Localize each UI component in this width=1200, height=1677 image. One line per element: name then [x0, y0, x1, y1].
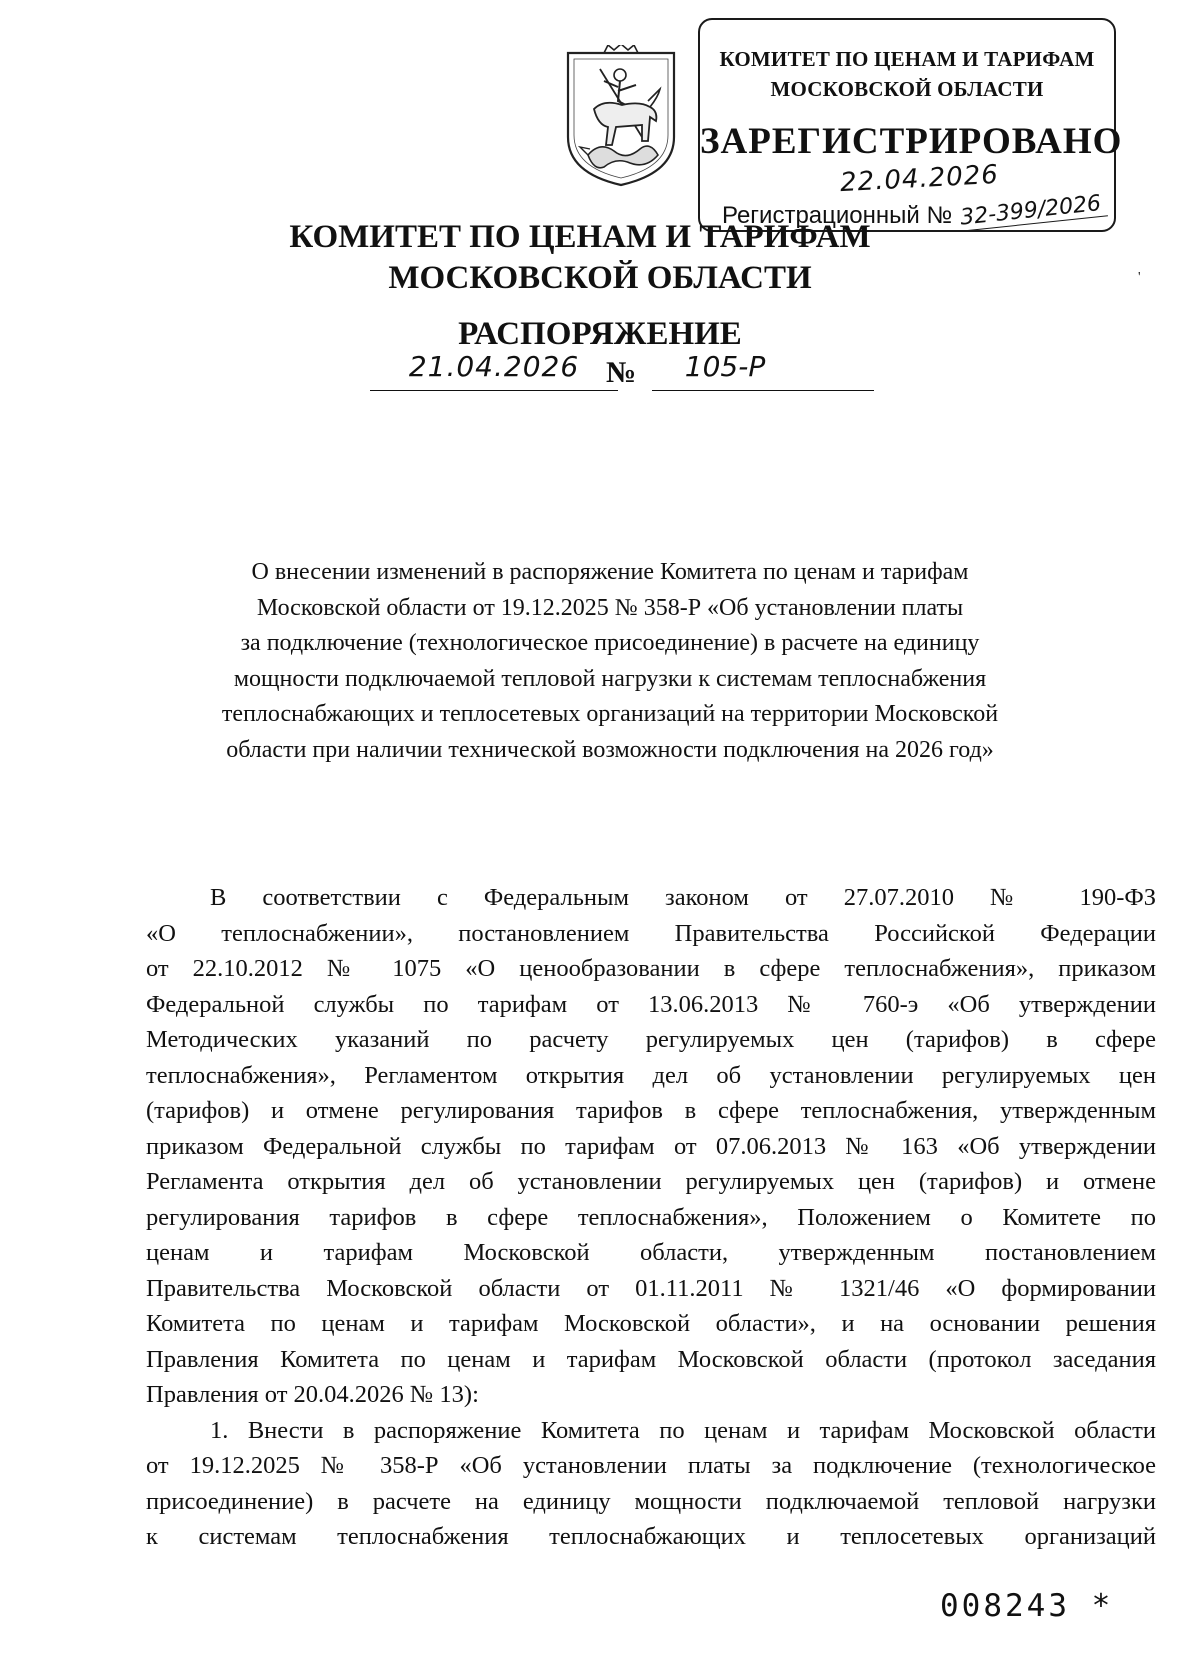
title-line: теплоснабжающих и теплосетевых организаций на территории Московской	[221, 701, 999, 727]
body-line: приказом Федеральной службы по тарифам от 07.06.2013 № 163 «Об утверждении	[146, 1132, 1156, 1160]
body-line: 1. Внести в распоряжение Комитета по ценам и тарифам Московской области	[210, 1416, 1156, 1444]
stamp-org-line1: КОМИТЕТ ПО ЦЕНАМ И ТАРИФАМ	[719, 47, 1095, 71]
document-date: 21.04.2026	[408, 350, 580, 383]
title-line: области при наличии технической возможности подключения на 2026 год»	[226, 736, 994, 763]
body-line: ценам и тарифам Московской области, утвержденным постановлением	[146, 1239, 1156, 1266]
title-line: О внесении изменений в распоряжение Комитета по ценам и тарифам	[251, 559, 969, 585]
stamp-regnum-value: 32-399/2026	[959, 190, 1108, 231]
title-line: мощности подключаемой тепловой нагрузки к системам теплоснабжения	[233, 665, 987, 692]
title-line: Московской области от 19.12.2025 № 358-Р «Об установлении платы	[256, 594, 964, 621]
stamp-status: ЗАРЕГИСТРИРОВАНО	[700, 121, 1123, 162]
number-sign: №	[606, 356, 637, 389]
body-line: к системам теплоснабжения теплоснабжающих и теплосетевых организаций	[146, 1523, 1156, 1550]
body-line: присоединение) в расчете на единицу мощности подключаемой тепловой нагрузки	[146, 1487, 1156, 1515]
scan-speck: '	[1138, 270, 1141, 285]
body-line: от 19.12.2025 № 358-Р «Об установлении платы за подключение (технологическое	[146, 1452, 1156, 1479]
committee-name-line1: КОМИТЕТ ПО ЦЕНАМ И ТАРИФАМ	[289, 219, 871, 255]
registration-stamp	[698, 18, 1123, 232]
stamp-regnum-label: Регистрационный №	[722, 202, 953, 229]
body-line: (тарифов) и отмене регулирования тарифов в сфере теплоснабжения, утвержденным	[146, 1097, 1156, 1124]
document-body	[146, 880, 1156, 1555]
body-line: Правления Комитета по ценам и тарифам Московской области (протокол заседания	[146, 1345, 1156, 1373]
document-title	[150, 555, 1070, 768]
body-line: «О теплоснабжении», постановлением Правительства Российской Федерации	[146, 919, 1156, 947]
document-type: РАСПОРЯЖЕНИЕ	[458, 316, 742, 352]
body-line: Комитета по ценам и тарифам Московской области», и на основании решения	[146, 1310, 1156, 1337]
body-line: В соответствии с Федеральным законом от 27.07.2010 № 190-ФЗ	[210, 884, 1156, 911]
body-line: Правления от 20.04.2026 № 13):	[146, 1381, 479, 1408]
body-line: от 22.10.2012 № 1075 «О ценообразовании в сфере теплоснабжения», приказом	[146, 955, 1156, 982]
body-line: Регламента открытия дел об установлении регулируемых цен (тарифов) и отмене	[146, 1168, 1156, 1195]
body-line: регулирования тарифов в сфере теплоснабжения», Положением о Комитете по	[146, 1203, 1156, 1231]
stamp-org-line2: МОСКОВСКОЙ ОБЛАСТИ	[770, 77, 1044, 101]
body-line: теплоснабжения», Регламентом открытия дел об установлении регулируемых цен	[146, 1061, 1156, 1089]
coat-of-arms-icon	[560, 45, 682, 190]
body-line: Методических указаний по расчету регулируемых цен (тарифов) в сфере	[146, 1026, 1156, 1053]
committee-name-line2: МОСКОВСКОЙ ОБЛАСТИ	[388, 260, 812, 296]
body-line: Правительства Московской области от 01.11.2011 № 1321/46 «О формировании	[146, 1274, 1156, 1302]
title-line: за подключение (технологическое присоединение) в расчете на единицу	[240, 630, 980, 656]
stamp-date: 22.04.2026	[839, 159, 1000, 199]
document-number: 105-Р	[684, 350, 766, 383]
serial-number: 008243 *	[940, 1588, 1114, 1624]
body-line: Федеральной службы по тарифам от 13.06.2013 № 760-э «Об утверждении	[146, 990, 1156, 1018]
